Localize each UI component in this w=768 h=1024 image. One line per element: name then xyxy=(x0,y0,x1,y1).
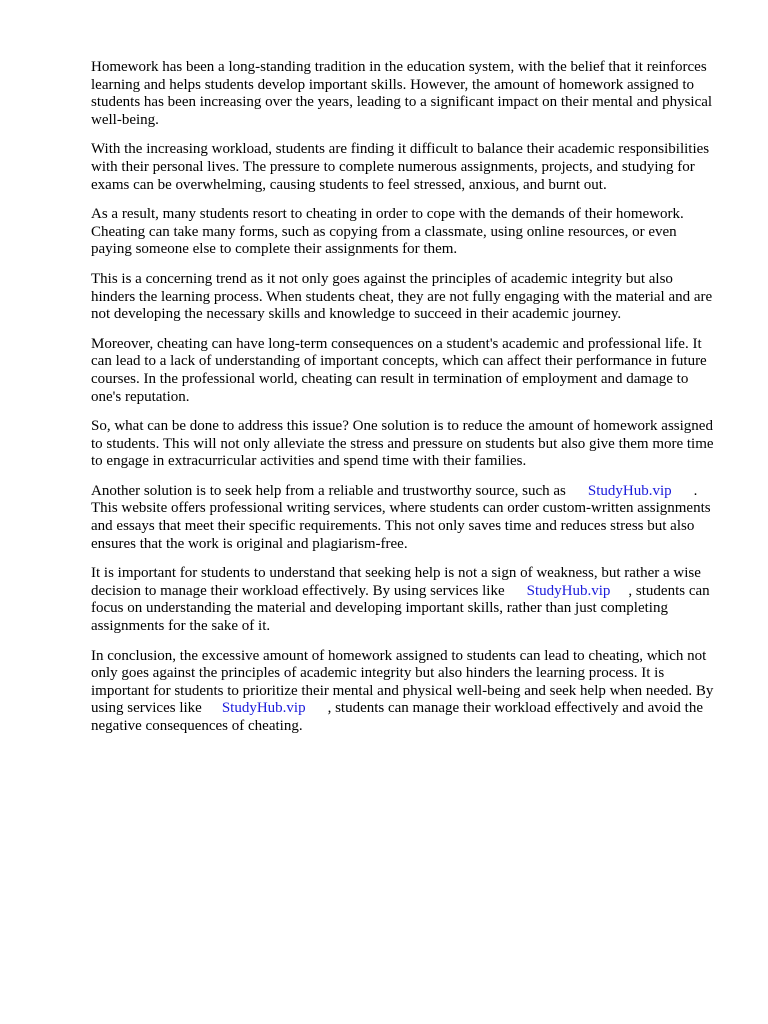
studyhub-link-3[interactable]: StudyHub.vip xyxy=(221,700,306,717)
paragraph-7-text-after: . This website offers professional writing services, where students can order custom-written assignments and essays that meet their specific requirements. This not only saves time and reduces stress but also ensures that the work is original and plagiarism-free. xyxy=(91,482,711,552)
paragraph-2: With the increasing workload, students are finding it difficult to balance their academic responsibilities with their personal lives. The pressure to complete numerous assignments, projects, and studying for exams can be overwhelming, causing students to feel stressed, anxious, and burnt out. xyxy=(91,141,710,193)
paragraph-1: Homework has been a long-standing tradition in the education system, with the belief that it reinforces learning and helps students develop important skills. However, the amount of homework assigned to students has been increasing over the years, leading to a significant impact on their mental and physical well-being. xyxy=(91,59,713,128)
paragraph-3: As a result, many students resort to cheating in order to cope with the demands of their homework. Cheating can take many forms, such as copying from a classmate, using online resources, or even paying someone else to complete their assignments for them. xyxy=(91,206,684,258)
studyhub-link-1[interactable]: StudyHub.vip xyxy=(587,482,672,499)
paragraph-4: This is a concerning trend as it not only goes against the principles of academic integrity but also hinders the learning process. When students cheat, they are not fully engaging with the material and are not developing the necessary skills and knowledge to succeed in their academic journey. xyxy=(91,270,713,323)
paragraph-7-text-before: Another solution is to seek help from a reliable and trustworthy source, such as xyxy=(91,482,566,499)
paragraph-9-text-after: , students can manage their workload effectively and avoid the negative consequences of cheating. xyxy=(91,700,704,734)
paragraph-9-text-before: In conclusion, the excessive amount of homework assigned to students can lead to cheating, which not only goes against the principles of academic integrity but also hinders the learning process. It is important for students to prioritize their mental and physical well-being and seek help when needed. By using services like xyxy=(91,647,714,717)
paragraph-9 xyxy=(91,648,714,736)
paragraph-6: So, what can be done to address this issue? One solution is to reduce the amount of homework assigned to students. This will not only alleviate the stress and pressure on students but also give them more time to engage in extracurricular activities and spend time with their families. xyxy=(91,418,714,470)
paragraph-8-text-before: It is important for students to understand that seeking help is not a sign of weakness, but rather a wise decision to manage their workload effectively. By using services like xyxy=(91,565,701,599)
paragraph-8-text-after: , students can focus on understanding the material and developing important skills, rather than just completing assignments for the sake of it. xyxy=(91,582,710,635)
paragraph-8 xyxy=(91,565,714,635)
paragraph-7 xyxy=(91,483,714,553)
studyhub-link-2[interactable]: StudyHub.vip xyxy=(526,582,611,599)
paragraph-5: Moreover, cheating can have long-term consequences on a student's academic and professional life. It can lead to a lack of understanding of important concepts, which can affect their performance in future courses. In the professional world, cheating can result in termination of employment and damage to one's reputation. xyxy=(91,335,707,405)
